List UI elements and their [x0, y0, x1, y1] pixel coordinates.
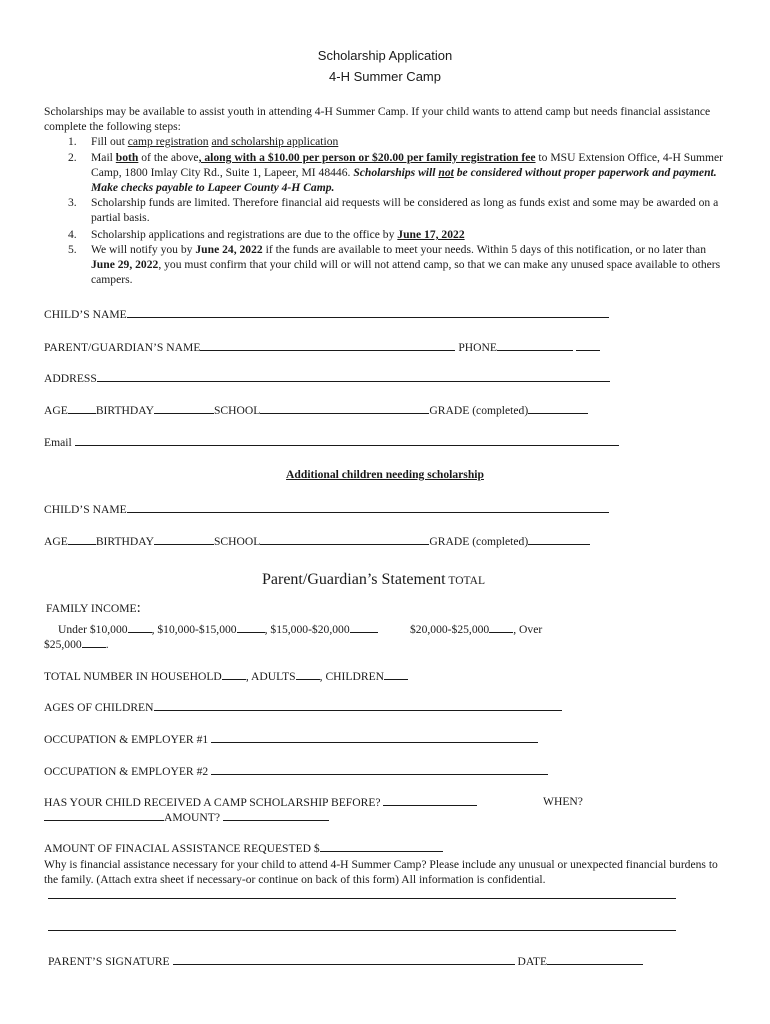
step-2-warning: be considered without proper paperwork and payment. Make checks payable to Lapeer County 4-H Camp.: [91, 165, 717, 194]
amount-label: AMOUNT?: [164, 811, 221, 824]
step-2-text: Mail: [91, 151, 116, 164]
school-field[interactable]: [260, 403, 429, 414]
registration-fee-text: , along with a $10.00 per person or $20.00 per family registration fee: [198, 151, 536, 164]
income-over-row: [44, 637, 109, 651]
phone-field[interactable]: [497, 340, 573, 351]
step-2: [91, 151, 731, 195]
age-field[interactable]: [68, 534, 96, 545]
adults-field[interactable]: [296, 669, 320, 680]
step-5: [91, 243, 731, 287]
intro-paragraph: Scholarships may be available to assist youth in attending 4-H Summer Camp. If your child wants to attend camp but needs financial assistance complete the following steps:: [44, 105, 711, 133]
income-over-label: , Over: [513, 623, 543, 636]
signature-field[interactable]: [173, 954, 515, 965]
occupation-1-row: [44, 732, 538, 746]
parent-name-row: [44, 340, 600, 354]
grade-label: GRADE (completed): [429, 404, 529, 417]
signature-row: [48, 954, 643, 968]
confirm-date: June 29, 2022: [91, 257, 159, 271]
phone-label: PHONE: [458, 341, 497, 354]
grade-field[interactable]: [528, 403, 588, 414]
step-1-text: Fill out: [91, 135, 128, 148]
explanation-line-2-wrap: [48, 920, 676, 934]
family-income-label: FAMILY INCOME: [46, 602, 137, 615]
statement-heading-row: [262, 571, 485, 589]
address-row: [44, 371, 610, 385]
school-label: SCHOOL: [213, 535, 261, 548]
children-label: , CHILDREN: [319, 670, 385, 683]
additional-child-name-field[interactable]: [127, 502, 609, 513]
school-label: SCHOOL: [213, 404, 261, 417]
step-5-text: , you must confirm that your child will or will not attend camp, so that we can make any unused space available to others campers.: [91, 257, 721, 286]
prior-amount-row: [44, 810, 329, 824]
email-field[interactable]: [75, 435, 619, 446]
scholarship-application-link[interactable]: and scholarship application: [211, 135, 339, 148]
step-5-text: if the funds are available to meet your needs. Within 5 days of this notification, or no later than: [262, 243, 707, 256]
step-number: 1.: [68, 135, 77, 148]
age-field[interactable]: [68, 403, 96, 414]
ages-of-children-label: AGES OF CHILDREN: [44, 701, 154, 714]
amount-requested-field[interactable]: [320, 841, 443, 852]
prior-scholarship-row: [44, 795, 477, 809]
birthday-label: BIRTHDAY: [95, 535, 154, 548]
birthday-field[interactable]: [154, 534, 214, 545]
birthday-label: BIRTHDAY: [95, 404, 154, 417]
step-3: Scholarship funds are limited. Therefore financial aid requests will be considered as long as funds exist and some may be awarded on a partial basis.: [91, 196, 719, 224]
due-date: June 17, 2022: [397, 228, 465, 241]
income-10-15k-field[interactable]: [237, 622, 265, 633]
income-15-20k-field[interactable]: [350, 622, 378, 633]
step-5-text: We will notify you by: [91, 243, 196, 256]
income-10-15k-label: , $10,000-$15,000: [151, 623, 237, 636]
birthday-field[interactable]: [154, 403, 214, 414]
grade-field[interactable]: [528, 534, 590, 545]
step-4-text: Scholarship applications and registrations are due to the office by: [91, 228, 398, 241]
occupation-2-label: OCCUPATION & EMPLOYER #2: [44, 765, 209, 778]
phone-field-ext[interactable]: [576, 340, 600, 351]
income-20-25k-label: $20,000-$25,000: [410, 623, 490, 636]
form-subtitle: 4-H Summer Camp: [329, 69, 441, 84]
step-number: 4.: [68, 228, 77, 241]
income-under-10k-label: Under $10,000: [58, 623, 128, 636]
school-field[interactable]: [260, 534, 429, 545]
family-income-colon: :: [136, 600, 141, 616]
prior-scholarship-label: HAS YOUR CHILD RECEIVED A CAMP SCHOLARSHIP BEFORE?: [44, 796, 381, 809]
when-label: WHEN?: [543, 795, 583, 808]
date-field[interactable]: [547, 954, 643, 965]
occupation-2-field[interactable]: [211, 764, 548, 775]
step-1: [91, 135, 731, 150]
email-row: [44, 435, 619, 449]
grade-label: GRADE (completed): [429, 535, 529, 548]
step-2-both: both: [115, 151, 139, 164]
child-name-label: CHILD’S NAME: [44, 308, 127, 321]
when-label-row: [543, 795, 583, 808]
form-title: Scholarship Application: [317, 48, 453, 63]
amount-requested-label: AMOUNT OF FINACIAL ASSISTANCE REQUESTED $: [44, 842, 320, 855]
income-under-10k-field[interactable]: [128, 622, 152, 633]
income-15-20k-label: , $15,000-$20,000: [264, 623, 350, 636]
child-name-row: [44, 307, 609, 321]
step-number: 2.: [68, 151, 77, 164]
adults-label: , ADULTS: [245, 670, 296, 683]
additional-child-name-row: [44, 502, 609, 516]
requested-row: [44, 841, 443, 855]
age-label: AGE: [44, 404, 68, 417]
step-number: 5.: [68, 243, 77, 256]
explanation-line-1[interactable]: [48, 888, 676, 899]
parent-name-field[interactable]: [200, 340, 455, 351]
additional-child-details-row: [44, 534, 590, 548]
occupation-1-field[interactable]: [211, 732, 538, 743]
prior-scholarship-field[interactable]: [383, 795, 477, 806]
income-period: .: [105, 638, 109, 651]
ages-of-children-field[interactable]: [154, 700, 562, 711]
occupation-2-row: [44, 764, 548, 778]
step-2-warning: Scholarships will: [353, 165, 439, 179]
income-20-25k-field[interactable]: [489, 622, 513, 633]
household-row: [44, 669, 408, 683]
additional-children-heading: Additional children needing scholarship: [286, 468, 484, 481]
occupation-1-label: OCCUPATION & EMPLOYER #1: [44, 733, 209, 746]
age-label: AGE: [44, 535, 68, 548]
date-label: DATE: [517, 955, 548, 968]
step-2-not: not: [438, 165, 454, 179]
address-label: ADDRESS: [44, 372, 97, 385]
children-field[interactable]: [384, 669, 408, 680]
statement-total-label: TOTAL: [448, 575, 485, 587]
address-field[interactable]: [97, 371, 610, 382]
why-assistance-paragraph: Why is financial assistance necessary for your child to attend 4-H Summer Camp? Please include any unusual or unexpected financial burdens to the family. (Attach extra sheet if necessary-or continue on back of this form) All information is confidential.: [44, 858, 718, 886]
step-2-text: of the above: [138, 151, 199, 164]
ages-row: [44, 700, 562, 714]
statement-heading: Parent/Guardian’s Statement: [262, 571, 446, 588]
explanation-line-2[interactable]: [48, 920, 676, 931]
email-label: Email: [44, 436, 72, 449]
household-field[interactable]: [222, 669, 246, 680]
amount-field[interactable]: [223, 810, 329, 821]
income-over-25k-label: $25,000: [44, 638, 82, 651]
camp-registration-link[interactable]: camp registration: [127, 135, 209, 148]
explanation-line-1-wrap: [48, 888, 676, 902]
when-field[interactable]: [44, 810, 164, 821]
child-name-field[interactable]: [127, 307, 609, 318]
step-number: 3.: [68, 196, 77, 209]
income-ranges-row: [58, 622, 378, 636]
step-4: [91, 228, 731, 243]
notify-date: June 24, 2022: [195, 243, 263, 256]
family-income-label-row: [46, 600, 141, 617]
step-2-address: to MSU Extension Office, 4-H Summer Camp, 1800 Imlay City Rd., Suite 1, Lapeer, MI 48446.: [91, 151, 724, 179]
income-over-25k-field[interactable]: [82, 637, 106, 648]
parent-name-label: PARENT/GUARDIAN’S NAME: [44, 341, 201, 354]
additional-child-name-label: CHILD’S NAME: [44, 503, 127, 516]
income-ranges-row-2: [410, 622, 542, 636]
child-details-row: [44, 403, 588, 417]
household-label: TOTAL NUMBER IN HOUSEHOLD: [44, 670, 222, 683]
signature-label: PARENT’S SIGNATURE: [48, 955, 170, 968]
